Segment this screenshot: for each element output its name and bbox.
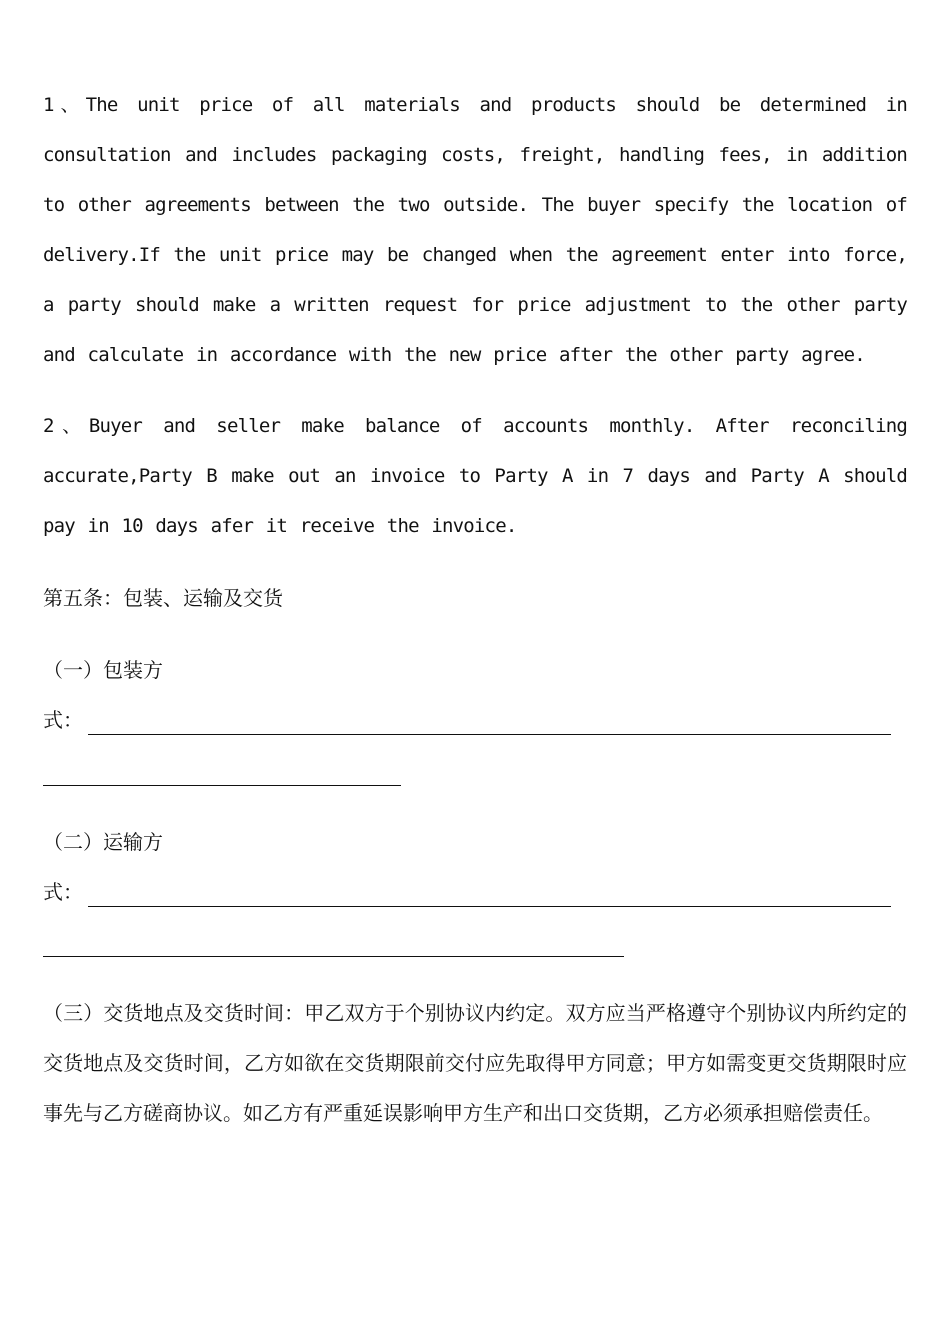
transport-method-label-cont: 式： bbox=[43, 880, 83, 904]
transport-method-label: （二）运输方 bbox=[43, 830, 163, 854]
packing-method-blank-line bbox=[88, 734, 891, 735]
payment-item-1: 1、The unit price of all materials and products should be determined in consultation and includes packaging costs, freight, handling fees, in addition to other agreements between the two outside. The buyer specify the location of delivery.If the unit price may be changed when the agreement enter into force, a party should make a written request for price adjustment to the other party and calculate in accordance with the new price after the other party agree. bbox=[43, 94, 907, 366]
transport-method-blank-line bbox=[88, 906, 891, 907]
packing-method-label-cont: 式： bbox=[43, 708, 83, 732]
packing-method-blank-line-2 bbox=[43, 785, 401, 786]
transport-method-blank-line-2 bbox=[43, 956, 624, 957]
delivery-terms-paragraph: （三）交货地点及交货时间：甲乙双方于个别协议内约定。双方应当严格遵守个别协议内所约定的交货地点及交货时间，乙方如欲在交货期限前交付应先取得甲方同意；甲方如需变更交货期限时应事先与乙方磋商协议。如乙方有严重延误影响甲方生产和出口交货期，乙方必须承担赔偿责任。 bbox=[43, 1001, 907, 1125]
payment-item-2: 2、Buyer and seller make balance of accounts monthly. After reconciling accurate,Party B make out an invoice to Party A in 7 days and Party A should pay in 10 days afer it receive the invoice. bbox=[43, 415, 907, 537]
clause-5-heading: 第五条：包装、运输及交货 bbox=[43, 586, 283, 610]
packing-method-label: （一）包装方 bbox=[43, 658, 163, 682]
